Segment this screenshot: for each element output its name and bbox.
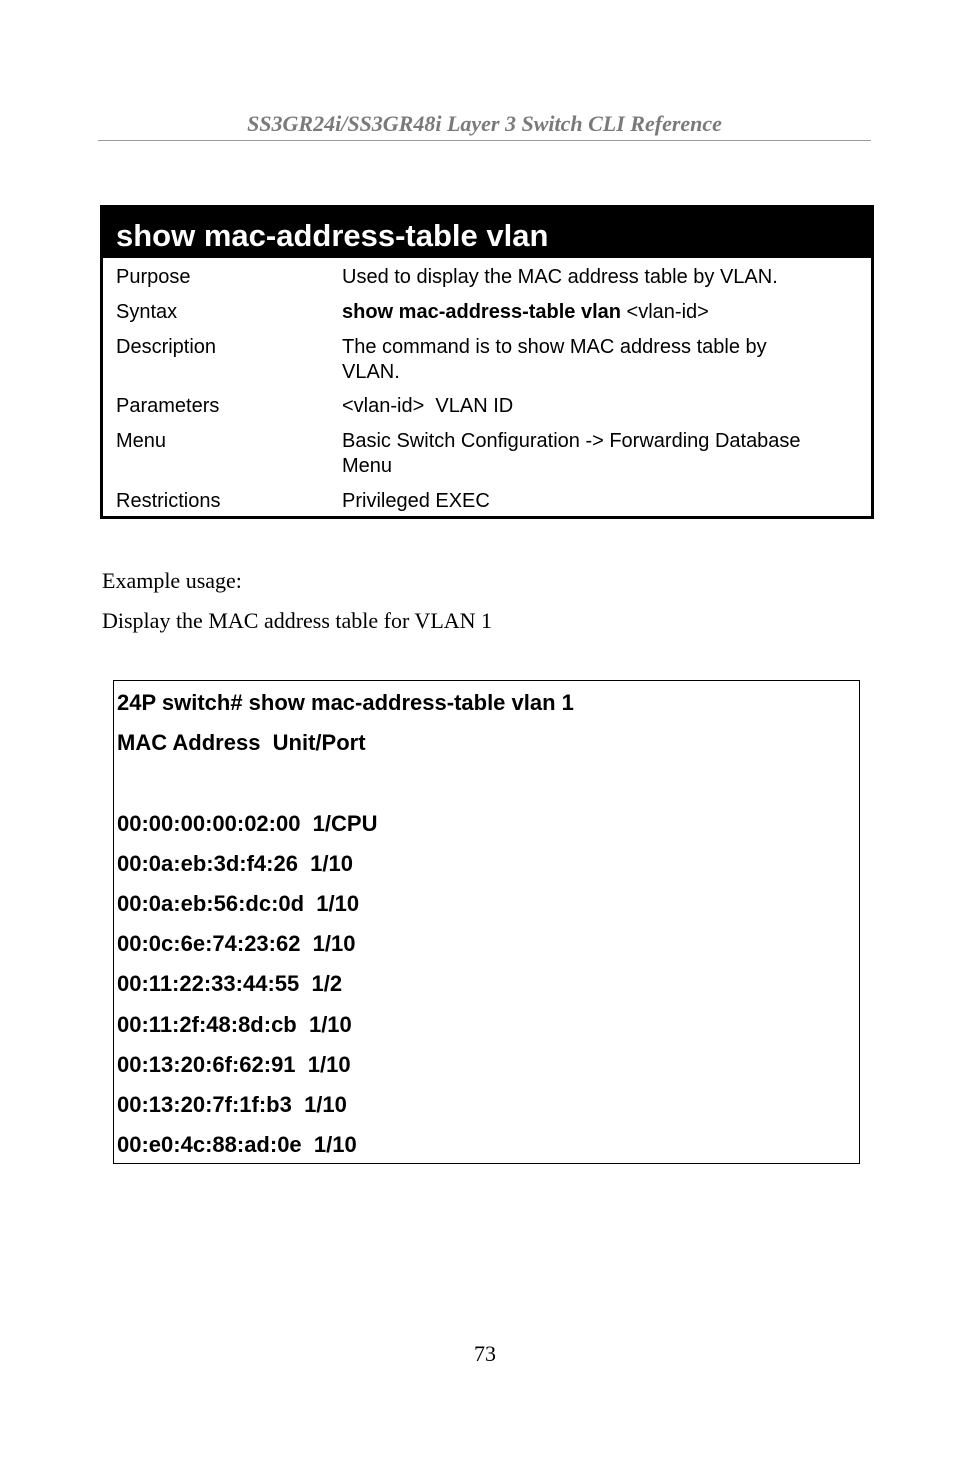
code-line: 00:11:2f:48:8d:cb 1/10 — [117, 1012, 352, 1037]
code-line: MAC Address Unit/Port — [117, 730, 366, 755]
code-example-box — [113, 680, 860, 1164]
command-title: show mac-address-table vlan — [103, 208, 871, 258]
syntax-argument: <vlan-id> — [620, 301, 709, 323]
syntax-label: Syntax — [116, 301, 178, 323]
code-line: 00:13:20:6f:62:91 1/10 — [117, 1052, 351, 1077]
running-header: SS3GR24i/SS3GR48i Layer 3 Switch CLI Reference — [247, 111, 722, 136]
example-caption: Display the MAC address table for VLAN 1 — [102, 608, 493, 633]
code-line: 00:0a:eb:56:dc:0d 1/10 — [117, 891, 360, 916]
code-line: 00:00:00:00:02:00 1/CPU — [117, 811, 378, 836]
syntax-value — [342, 300, 852, 325]
restrictions-value: Privileged EXEC — [342, 490, 490, 512]
purpose-value: Used to display the MAC address table by VLAN. — [342, 266, 778, 288]
code-line: 00:13:20:7f:1f:b3 1/10 — [117, 1092, 347, 1117]
description-label: Description — [116, 336, 217, 358]
header-rule — [98, 140, 871, 141]
code-line: 00:e0:4c:88:ad:0e 1/10 — [117, 1132, 357, 1157]
parameters-value: <vlan-id> VLAN ID — [342, 395, 514, 417]
description-value: The command is to show MAC address table by VLAN. — [342, 336, 767, 383]
syntax-command: show mac-address-table vlan — [342, 301, 621, 323]
command-reference-table — [100, 205, 874, 519]
restrictions-label: Restrictions — [116, 490, 221, 512]
code-line: 00:11:22:33:44:55 1/2 — [117, 971, 343, 996]
example-heading: Example usage: — [102, 568, 242, 593]
page-number: 73 — [474, 1341, 496, 1366]
menu-value: Basic Switch Configuration -> Forwarding Database Menu — [342, 430, 801, 477]
code-line: 24P switch# show mac-address-table vlan 1 — [117, 690, 574, 715]
parameters-label: Parameters — [116, 395, 220, 417]
menu-label: Menu — [116, 430, 167, 452]
purpose-label: Purpose — [116, 266, 191, 288]
code-line: 00:0a:eb:3d:f4:26 1/10 — [117, 851, 353, 876]
code-line: 00:0c:6e:74:23:62 1/10 — [117, 931, 356, 956]
